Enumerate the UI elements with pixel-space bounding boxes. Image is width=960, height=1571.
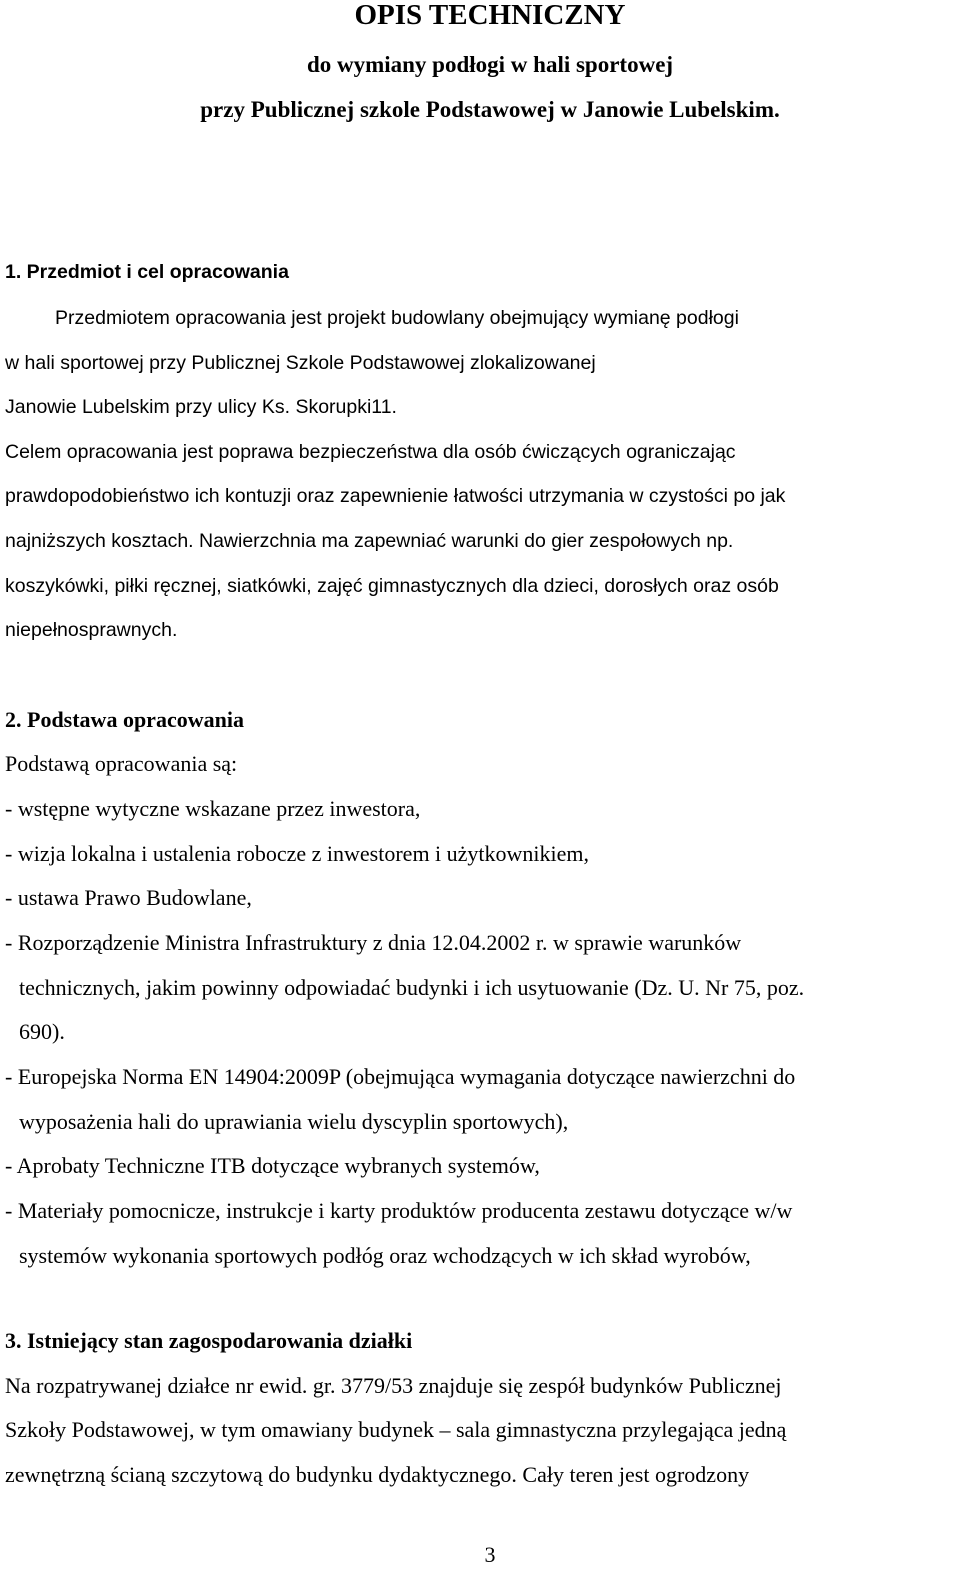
list-item: - Materiały pomocnicze, instrukcje i karty produktów producenta zestawu dotyczące w/w xyxy=(5,1198,793,1223)
section-2-intro: Podstawą opracowania są: xyxy=(5,751,238,776)
list-item-continuation: 690). xyxy=(19,1019,65,1044)
list-item: - ustawa Prawo Budowlane, xyxy=(5,885,252,910)
list-item-continuation: wyposażenia hali do uprawiania wielu dyscyplin sportowych), xyxy=(19,1109,569,1134)
document-subtitle-location: przy Publicznej szkole Podstawowej w Janowie Lubelskim. xyxy=(200,97,780,122)
list-item-continuation: technicznych, jakim powinny odpowiadać budynki i ich usytuowanie (Dz. U. Nr 75, poz. xyxy=(19,975,805,1000)
list-item: - wstępne wytyczne wskazane przez inwestora, xyxy=(5,796,421,821)
list-item: - Rozporządzenie Ministra Infrastruktury z dnia 12.04.2002 r. w sprawie warunków xyxy=(5,930,742,955)
section-1-line: w hali sportowej przy Publicznej Szkole Podstawowej zlokalizowanej xyxy=(5,352,596,374)
section-1-heading: 1. Przedmiot i cel opracowania xyxy=(5,261,289,283)
document-subtitle: do wymiany podłogi w hali sportowej xyxy=(306,52,674,77)
section-3-line: Na rozpatrywanej działce nr ewid. gr. 3779/53 znajduje się zespół budynków Publicznej xyxy=(5,1373,782,1398)
list-item: - wizja lokalna i ustalenia robocze z inwestorem i użytkownikiem, xyxy=(5,841,590,866)
section-1-line: Przedmiotem opracowania jest projekt budowlany obejmujący wymianę podłogi xyxy=(55,307,739,329)
list-item: - Europejska Norma EN 14904:2009P (obejmująca wymagania dotyczące nawierzchni do xyxy=(5,1064,796,1089)
list-item-continuation: systemów wykonania sportowych podłóg oraz wchodzących w ich skład wyrobów, xyxy=(19,1243,751,1268)
page-number: 3 xyxy=(484,1542,496,1567)
section-2-heading: 2. Podstawa opracowania xyxy=(5,707,244,732)
section-1-line: Celem opracowania jest poprawa bezpieczeństwa dla osób ćwiczących ograniczając xyxy=(5,441,736,463)
section-1-line: prawdopodobieństwo ich kontuzji oraz zapewnienie łatwości utrzymania w czystości po jak xyxy=(5,485,786,507)
section-3-line: Szkoły Podstawowej, w tym omawiany budynek – sala gimnastyczna przylegająca jedną xyxy=(5,1417,787,1442)
section-1-line: najniższych kosztach. Nawierzchnia ma zapewniać warunki do gier zespołowych np. xyxy=(5,530,734,552)
list-item: - Aprobaty Techniczne ITB dotyczące wybranych systemów, xyxy=(5,1153,540,1178)
section-3-line: zewnętrzną ścianą szczytową do budynku dydaktycznego. Cały teren jest ogrodzony xyxy=(5,1462,750,1487)
document-title: OPIS TECHNICZNY xyxy=(354,0,626,31)
section-3-heading: 3. Istniejący stan zagospodarowania działki xyxy=(5,1328,413,1353)
section-1-line: Janowie Lubelskim przy ulicy Ks. Skorupki11. xyxy=(5,396,397,418)
section-1-line: koszykówki, piłki ręcznej, siatkówki, zajęć gimnastycznych dla dzieci, dorosłych oraz osób xyxy=(5,575,779,597)
section-1-line: niepełnosprawnych. xyxy=(5,619,178,641)
